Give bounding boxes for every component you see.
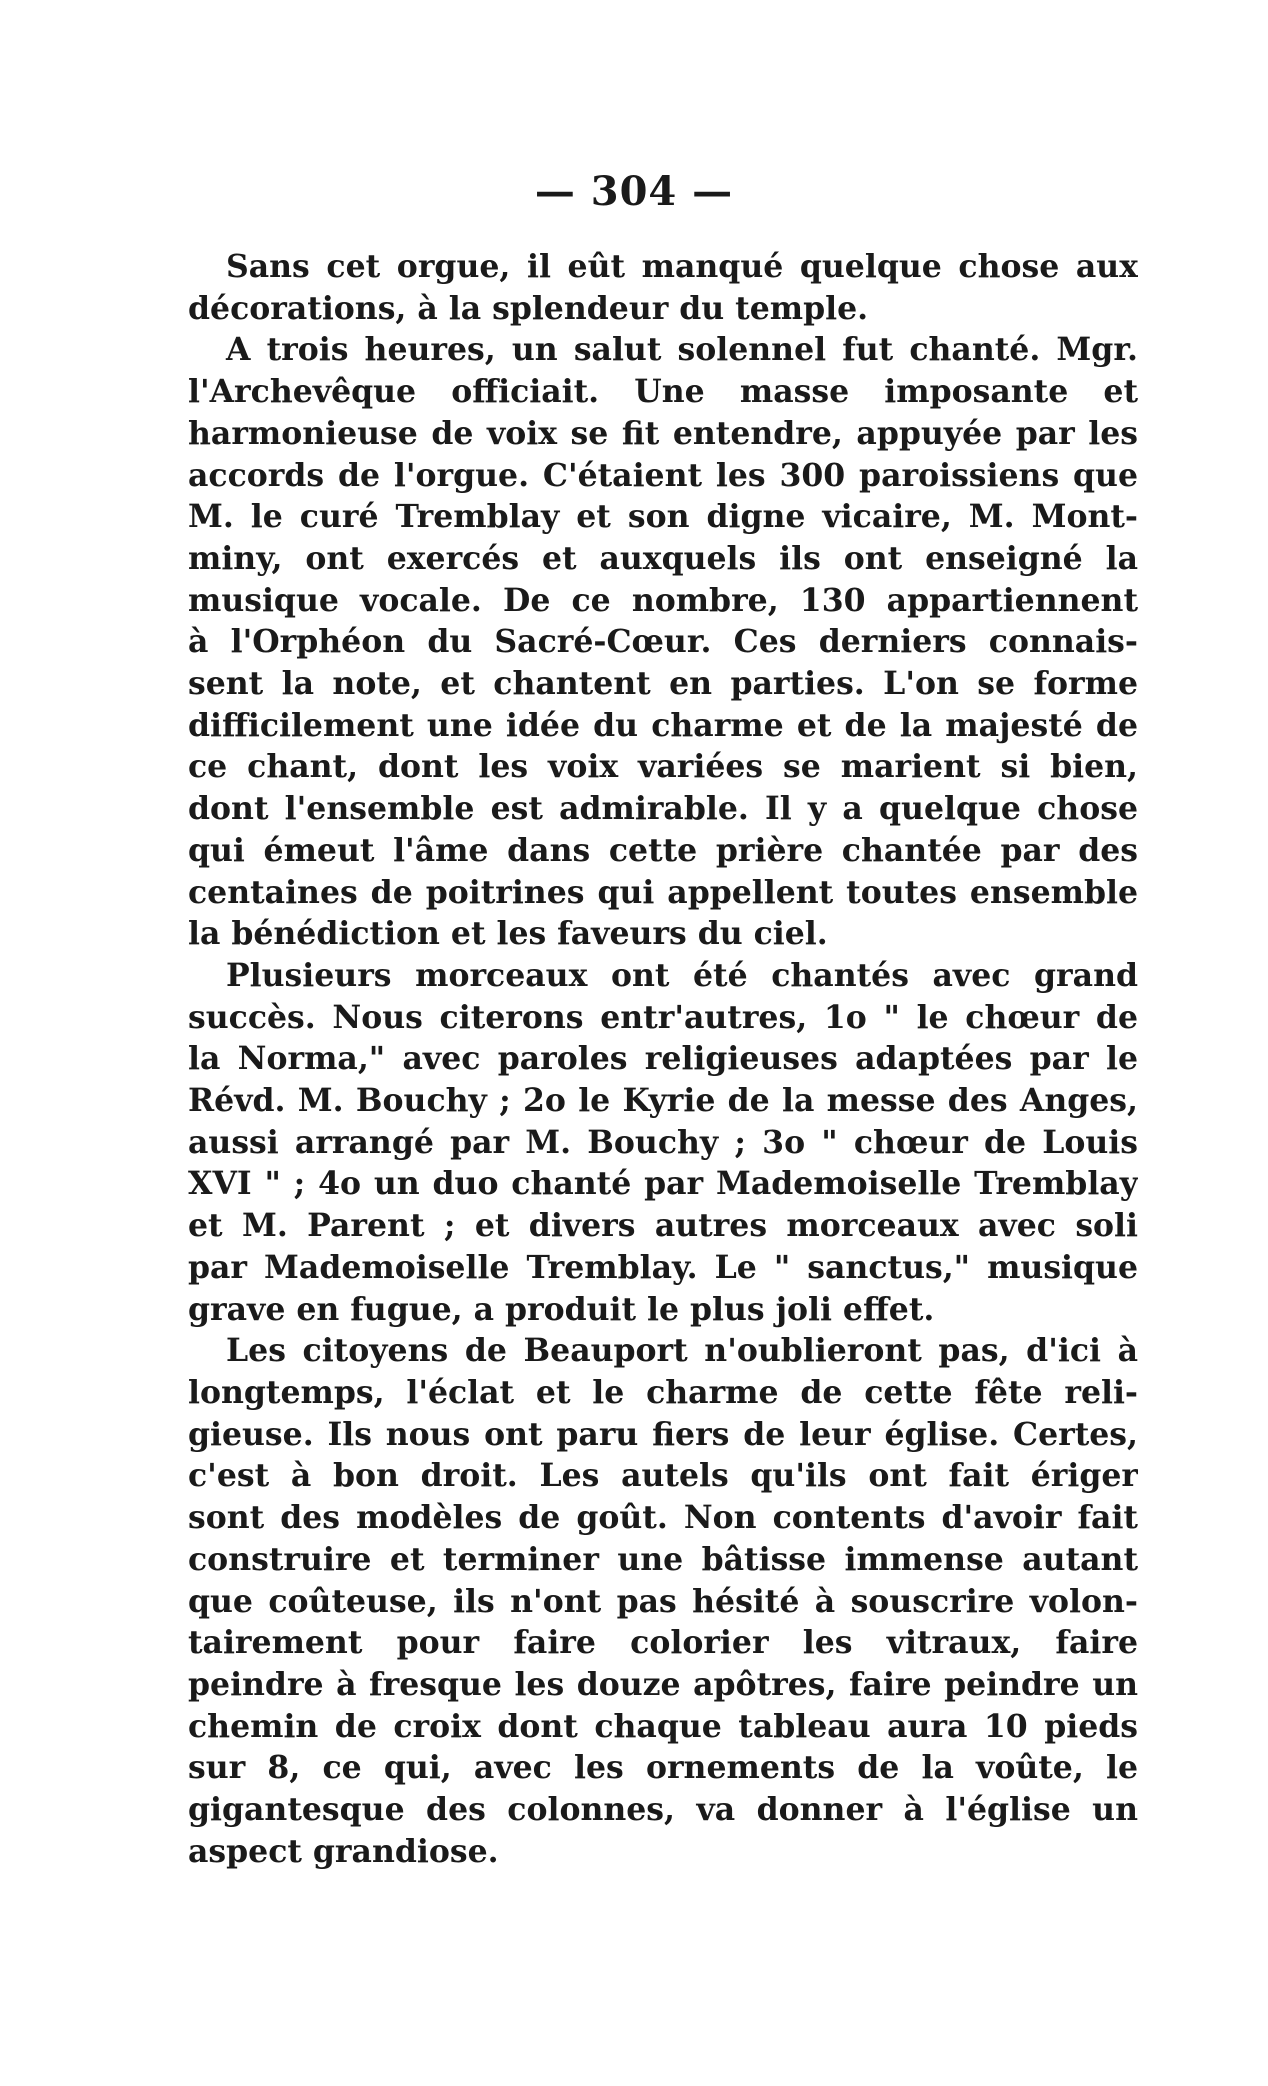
- text-line: l'Archevêque officiait. Une masse imposante et: [188, 373, 1138, 411]
- page-number: — 304 —: [534, 168, 734, 215]
- text-line: chemin de croix dont chaque tableau aura 10 pieds: [188, 1707, 1138, 1745]
- text-line: harmonieuse de voix se fit entendre, appuyée par les: [188, 414, 1138, 452]
- text-line: musique vocale. De ce nombre, 130 appartiennent: [188, 581, 1138, 619]
- text-line: décorations, à la splendeur du temple.: [188, 289, 869, 327]
- paragraph: [188, 246, 1138, 329]
- text-line: peindre à fresque les douze apôtres, faire peindre un: [188, 1665, 1138, 1703]
- text-line: construire et terminer une bâtisse immense autant: [188, 1540, 1138, 1578]
- text-line: ce chant, dont les voix variées se marient si bien,: [188, 748, 1138, 786]
- paragraph: [188, 1330, 1138, 1872]
- text-line: la bénédiction et les faveurs du ciel.: [188, 915, 828, 953]
- text-line: que coûteuse, ils n'ont pas hésité à souscrire volon-: [188, 1582, 1138, 1620]
- text-line: Les citoyens de Beauport n'oublieront pas, d'ici à: [226, 1332, 1138, 1370]
- text-line: aussi arrangé par M. Bouchy ; 3o " chœur de Louis: [188, 1123, 1138, 1161]
- text-line: accords de l'orgue. C'étaient les 300 paroissiens que: [188, 456, 1138, 494]
- text-line: A trois heures, un salut solennel fut chanté. Mgr.: [226, 331, 1138, 369]
- body-text: [188, 246, 1138, 1872]
- text-line: succès. Nous citerons entr'autres, 1o " le chœur de: [188, 998, 1138, 1036]
- text-line: et M. Parent ; et divers autres morceaux avec soli: [188, 1207, 1138, 1245]
- text-line: miny, ont exercés et auxquels ils ont enseigné la: [188, 539, 1138, 577]
- text-line: gieuse. Ils nous ont paru fiers de leur église. Certes,: [188, 1415, 1138, 1453]
- text-line: la Norma," avec paroles religieuses adaptées par le: [188, 1040, 1138, 1078]
- text-line: tairement pour faire colorier les vitraux, faire: [188, 1624, 1138, 1662]
- text-line: centaines de poitrines qui appellent toutes ensemble: [188, 873, 1138, 911]
- text-line: Sans cet orgue, il eût manqué quelque chose aux: [226, 248, 1138, 285]
- text-line: Plusieurs morceaux ont été chantés avec grand: [226, 956, 1138, 994]
- text-line: dont l'ensemble est admirable. Il y a quelque chose: [188, 790, 1138, 828]
- text-line: grave en fugue, a produit le plus joli effet.: [188, 1290, 935, 1328]
- text-line: M. le curé Tremblay et son digne vicaire, M. Mont-: [188, 498, 1138, 536]
- text-line: gigantesque des colonnes, va donner à l'église un: [188, 1791, 1138, 1829]
- text-line: Révd. M. Bouchy ; 2o le Kyrie de la messe des Anges,: [188, 1082, 1138, 1120]
- text-line: sont des modèles de goût. Non contents d'avoir fait: [188, 1499, 1138, 1537]
- text-line: XVI " ; 4o un duo chanté par Mademoiselle Tremblay: [188, 1165, 1138, 1203]
- text-line: longtemps, l'éclat et le charme de cette fête reli-: [188, 1373, 1138, 1411]
- text-line: qui émeut l'âme dans cette prière chantée par des: [188, 831, 1138, 869]
- paragraph: [188, 329, 1138, 955]
- text-line: à l'Orphéon du Sacré-Cœur. Ces derniers connais-: [188, 623, 1138, 661]
- text-line: c'est à bon droit. Les autels qu'ils ont fait ériger: [188, 1457, 1138, 1495]
- text-line: difficilement une idée du charme et de la majesté de: [188, 706, 1138, 744]
- paragraph: [188, 955, 1138, 1330]
- text-line: sur 8, ce qui, avec les ornements de la voûte, le: [188, 1749, 1138, 1787]
- text-line: par Mademoiselle Tremblay. Le " sanctus," musique: [188, 1248, 1138, 1286]
- text-line: aspect grandiose.: [188, 1832, 499, 1870]
- text-line: sent la note, et chantent en parties. L'on se forme: [188, 665, 1138, 703]
